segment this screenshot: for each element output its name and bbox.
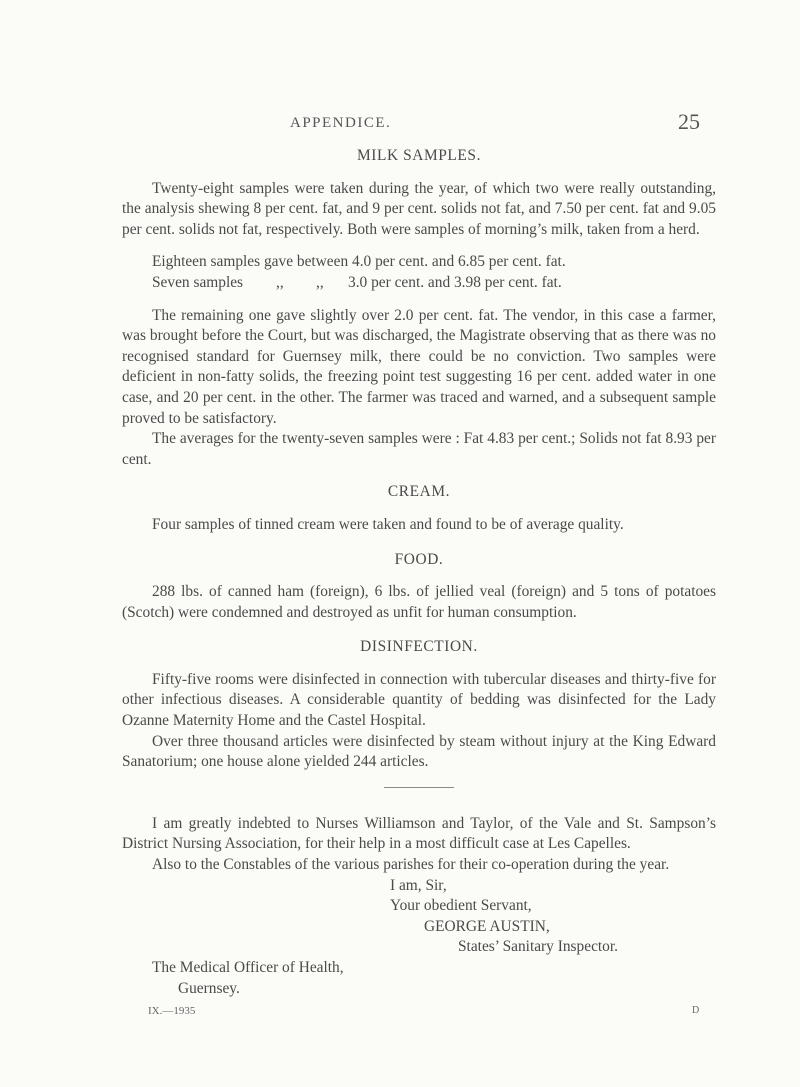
signature-closing: Your obedient Servant, bbox=[390, 897, 532, 915]
milk-paragraph-2: The remaining one gave slightly over 2.0 per cent. fat. The vendor, in this case a farmer, was brought before the Court, but was discharged, the Magistrate observing that as there was no recognised standard for Guernsey milk, there could be no conviction. Two samples were deficient in non-fatty solids, the freezing point test suggesting 16 per cent. added water in one case, and 20 per cent. in the other. The farmer was traced and warned, and a subsequent sample proved to be satisfactory. bbox=[122, 306, 716, 427]
ditto-mark-2: ,, bbox=[316, 273, 324, 291]
disinfection-heading: DISINFECTION. bbox=[360, 638, 478, 656]
cream-paragraph: Four samples of tinned cream were taken and found to be of average quality. bbox=[152, 515, 624, 533]
addressee-line-2: Guernsey. bbox=[178, 979, 240, 997]
disinfection-paragraph-2: Over three thousand articles were disinfected by steam without injury at the King Edward Sanatorium; one house alone yielded 244 articles. bbox=[122, 732, 716, 771]
addressee-line-1: The Medical Officer of Health, bbox=[152, 959, 344, 976]
food-heading: FOOD. bbox=[394, 550, 444, 568]
milk-paragraph-1: Twenty-eight samples were taken during the year, of which two were really outstanding, the analysis shewing 8 per cent. fat, and 9 per cent. solids not fat, and 7.50 per cent. fat and 9.05 per cent. solids not fat, respectively. Both were samples of morning’s milk, taken from a herd. bbox=[122, 179, 716, 238]
disinfection-paragraph-1: Fifty-five rooms were disinfected in connection with tubercular diseases and thirty-five for other infectious diseases. A considerable quantity of bedding was disinfected for the Lady Ozanne Maternity Home and the Castel Hospital. bbox=[122, 670, 716, 730]
food-paragraph: 288 lbs. of canned ham (foreign), 6 lbs. of jellied veal (foreign) and 5 tons of potatoes (Scotch) were condemned and destroyed as unfit for human consumption. bbox=[122, 583, 716, 621]
signature-salutation: I am, Sir, bbox=[390, 876, 447, 894]
signature-title: States’ Sanitary Inspector. bbox=[458, 938, 618, 956]
milk-eighteen-line: Eighteen samples gave between 4.0 per cent. and 6.85 per cent. fat. bbox=[152, 253, 566, 271]
milk-paragraph-3: The averages for the twenty-seven samples were : Fat 4.83 per cent.; Solids not fat 8.93 per cent. bbox=[122, 430, 716, 468]
signature-name: GEORGE AUSTIN, bbox=[424, 917, 550, 935]
running-header bbox=[0, 109, 800, 137]
footer-signature-mark: IX.—1935 bbox=[148, 1005, 196, 1018]
closing-paragraph-2: Also to the Constables of the various parishes for their co-operation during the year. bbox=[152, 856, 670, 874]
seven-samples-label: Seven samples bbox=[152, 273, 244, 291]
header-title: APPENDICE. bbox=[290, 115, 392, 131]
cream-heading: CREAM. bbox=[387, 483, 451, 501]
page-number: 25 bbox=[678, 109, 700, 134]
ditto-mark-1: ,, bbox=[276, 273, 284, 291]
closing-paragraph-1: I am greatly indebted to Nurses Williamson and Taylor, of the Vale and St. Sampson’s District Nursing Association, for their help in a most difficult case at Les Capelles. bbox=[122, 814, 716, 853]
milk-samples-heading: MILK SAMPLES. bbox=[356, 147, 482, 164]
milk-seven-line bbox=[122, 273, 716, 294]
seven-samples-range: 3.0 per cent. and 3.98 per cent. fat. bbox=[348, 273, 562, 291]
section-divider bbox=[384, 787, 454, 788]
document-body bbox=[122, 146, 716, 1017]
footer bbox=[122, 1001, 716, 1017]
footer-sheet-letter: D bbox=[692, 1005, 700, 1017]
